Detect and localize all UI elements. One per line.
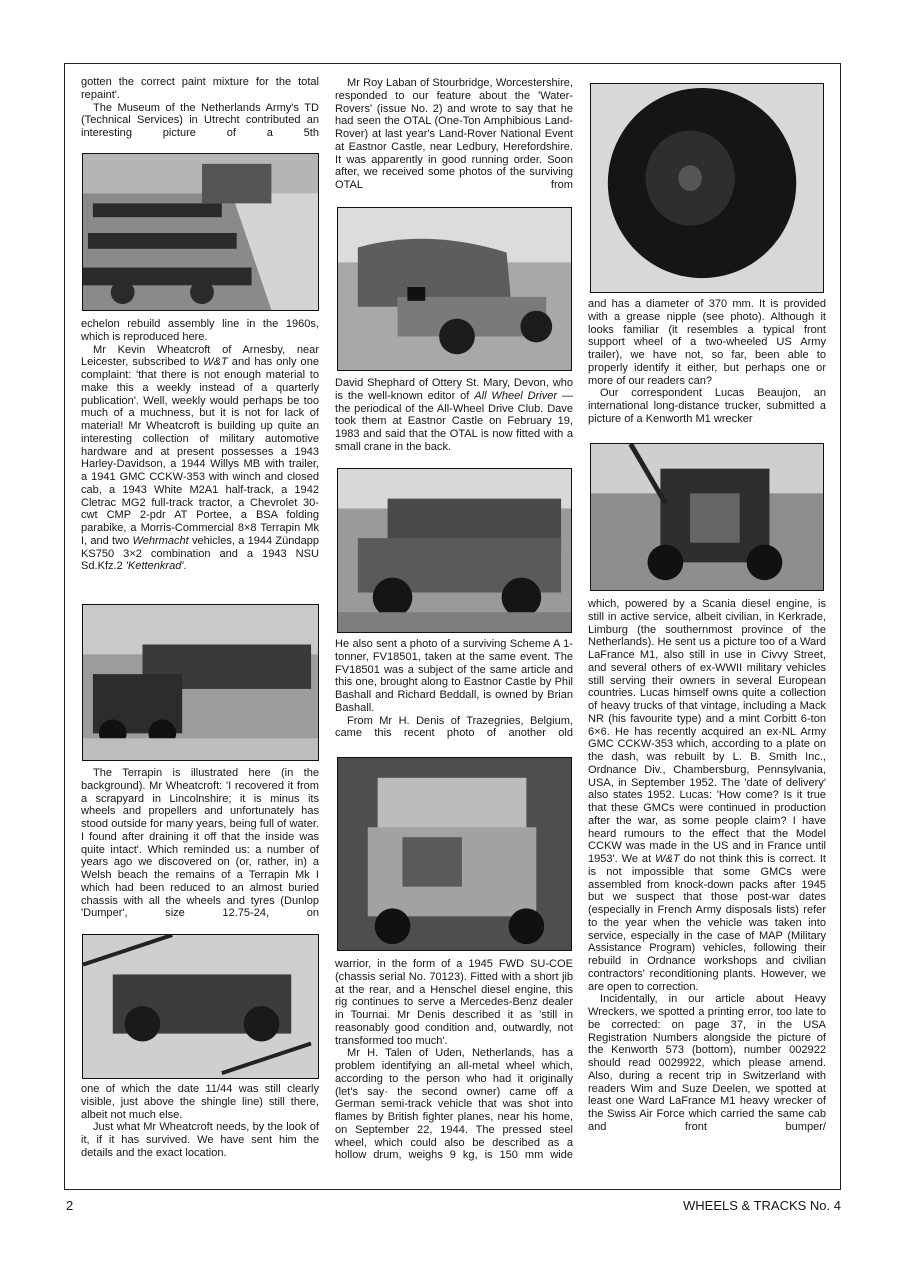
photo-fwd-su-coe (337, 757, 572, 951)
text-block (335, 958, 573, 1162)
text-run: David Shephard of Ottery St. Mary, Devon, who is the well-known editor of (335, 377, 573, 402)
paragraph (81, 767, 319, 920)
paragraph (335, 958, 573, 1047)
text-run: echelon rebuild assembly line in the 1960s, which is reproduced here. (81, 318, 319, 343)
text-run: do not think this is correct. It is not impossible that some GMCs were assembled from knock-down packs after 1945 but we suspect that those post-war dates (especially in French Army disposals lists) refer to the year when the vehicle was taken into service, especially in the case of MAP (Military Assistance Program) vehicles, following their rebuild in Ordnance workshops and civilian contractors' reconditioning plants. However, we are open to correction. (588, 853, 827, 993)
text-run: — the periodical of the All-Wheel Drive Club. Dave took them at Eastnor Castle on February 19, 1983 and said that the OTAL is now fitted with a small crane in the back. (335, 389, 574, 453)
paragraph (81, 1121, 319, 1159)
paragraph (81, 344, 319, 574)
text-run: which, powered by a Scania diesel engine, is still in active service, albeit civilian, in Kerkrade, Limburg (the southernmost province of the Netherlands). He sent us a picture too of a Ward LaFrance M1, also still in use in Civvy Street, and several others of ex-WWII military vehicles still serving their owners in several European countries. Lucas himself owns quite a collection of heavy trucks of that vintage, including a Mack NR (his favourite type) and a mint Corbitt 6-ton 6×6. He has recently acquired an ex-NL Army GMC CCKW-353 which, according to a plate on the dash, was rebuilt by L. B. Smith Inc., Ordnance Div., Chambersburg, Pennsylvania, USA, in September 1952. The 'date of delivery' also states 1952. Lucas: 'How come? Is it true that these GMCs were continued in production after the war, as some people claim? I have heard rumours to the effect that the Model CCKW was made in the US and in France until 1953'. We at (588, 598, 826, 865)
text-run: warrior, in the form of a 1945 FWD SU-COE (chassis serial No. 70123). Fitted with a short jib at the rear, and a Henschel diesel engine, this rig continues to serve a Mercedes-Benz dealer in Tournai. Mr Denis described it as 'still in reasonably good condition and, outwardly, not transformed too much'. (335, 958, 573, 1047)
photo-terrapin (82, 604, 319, 761)
text-run: He also sent a photo of a surviving Scheme A 1-tonner, FV18501, taken at the same event. The FV18501 was a subject of the same article and this one, brought along to Eastnor Castle by Phil Bashall and Richard Beddall, is owned by Brian Bashall. (335, 638, 573, 714)
paragraph (588, 993, 826, 1133)
italic-text: W&T (655, 853, 680, 865)
photo-assembly-line (82, 153, 319, 311)
paragraph (588, 598, 826, 993)
photo-fv18501 (337, 468, 572, 633)
paragraph (588, 298, 826, 387)
text-block (588, 298, 826, 426)
text-run: Mr Roy Laban of Stourbridge, Worcestershire, responded to our feature about the 'Water-Rovers' (issue No. 2) and wrote to say that he had seen the OTAL (One-Ton Amphibious Land-Rover) at last year's Land-Rover National Event at Eastnor Castle, near Ledbury, Herefordshire. It was apparently in good running order. Soon after, we received some photos of the surviving OTAL from (335, 77, 573, 191)
text-block (81, 767, 319, 920)
italic-text: W&T (203, 356, 228, 369)
page-number: 2 (66, 1198, 74, 1213)
text-run: Mr H. Talen of Uden, Netherlands, has a problem identifying an all-metal wheel which, according to the person who had it originally (let's say· the second owner) came off a German semi-track vehicle that was shot into flames by British fighter planes, near his home, on September 22, 1944. The pressed steel wheel, which could also be described as a hollow drum, weighs 9 kg, is 150 mm wide (335, 1047, 573, 1162)
text-block (588, 598, 826, 1134)
text-run: Just what Mr Wheatcroft needs, by the look of it, if it has survived. We have sent him the details and the exact location. (81, 1121, 319, 1159)
text-run: one of which the date 11/44 was still clearly visible, just above the shingle line) still there, albeit not much else. (81, 1083, 319, 1121)
paragraph (335, 638, 573, 715)
text-run: From Mr H. Denis of Trazegnies, Belgium, came this recent photo of another old (335, 714, 573, 740)
text-block (335, 377, 573, 454)
text-run: Incidentally, in our article about Heavy Wreckers, we spotted a printing error, too late to be corrected: on page 37, in the USA Registration Numbers alongside the picture of the Kenworth 573 (bottom), number 002922 should read 0029922, which please amend. Also, during a recent trip in Switzerland with readers Wim and Suze Deelen, we spotted at least one Ward LaFrance M1 heavy wrecker of the Swiss Air Force which carried the same cab and front bumper/ (588, 993, 826, 1133)
photo-kenworth-m1-wrecker (590, 443, 824, 591)
italic-text: Wehrmacht (132, 534, 189, 547)
text-block (335, 638, 573, 740)
paragraph (335, 77, 573, 192)
text-run: gotten the correct paint mixture for the total repaint'. (81, 76, 319, 101)
text-run: Our correspondent Lucas Beaujon, an international long-distance trucker, submitted a picture of a Kenworth M1 wrecker (588, 387, 826, 425)
paragraph (81, 102, 319, 140)
text-run: The Terrapin is illustrated here (in the background). Mr Wheatcroft: 'I recovered it from a scrapyard in Lincolnshire; it is minus its wheels and propellers and unfortunately has stood outside for many years, being full of water. I found after draining it off that the inside was quite intact'. Which reminded us: a number of years ago we discovered on (or, rather, in) a Welsh beach the remains of a Terrapin Mk I which had been reduced to an almost buried chassis with all the wheels and tyres (Dunlop 'Dumper', size 12.75-24, on (81, 767, 319, 920)
photo-otal (337, 207, 572, 371)
text-run: vehicles, a 1944 Zündapp KS750 3×2 combination and a 1943 NSU Sd.Kfz.2 (81, 534, 319, 573)
text-run: and has only one complaint: 'that there is not enough material to make this a weekly instead of a quarterly publication'. Well, weekly would perhaps be too much of a muchness, but it is not for lack of material! Mr Wheatcroft is building up quite an interesting collection of military automotive hardware and at present possesses a 1943 Harley-Davidson, a 1944 Willys MB with trailer, a 1941 GMC CCKW-353 with winch and closed cab, a 1943 White M2A1 half-track, a 1942 Cletrac MG2 full-track tractor, a Chevrolet 30-cwt CMP 2-pdr AT Portee, a BSA folding parabike, a Morris-Commercial 8×8 Terrapin Mk I, and two (81, 356, 319, 547)
magazine-issue: WHEELS & TRACKS No. 4 (683, 1198, 841, 1213)
italic-text: 'Kettenkrad' (125, 560, 184, 573)
paragraph (335, 377, 573, 454)
text-run: The Museum of the Netherlands Army's TD (Technical Services) in Utrecht contributed an interesting picture of a 5th (81, 101, 319, 139)
italic-text: All Wheel Driver (474, 389, 558, 402)
paragraph (81, 318, 319, 344)
photo-steel-wheel (590, 83, 824, 293)
text-block (335, 77, 573, 192)
photo-beach-chassis (82, 934, 319, 1079)
paragraph (81, 76, 319, 102)
text-run: . (183, 560, 187, 573)
text-block (81, 1083, 319, 1160)
paragraph (335, 1047, 573, 1162)
text-block (81, 76, 319, 140)
paragraph (81, 1083, 319, 1121)
text-run: and has a diameter of 370 mm. It is provided with a grease nipple (see photo). Although it looks familiar (it resembles a typical front support wheel of a two-wheeled US Army trailer), we have not, so far, been able to properly identify it either, but perhaps one or more of our readers can? (588, 298, 826, 387)
text-run: Mr Kevin Wheatcroft of Arnesby, near Leicester, subscribed to (81, 343, 319, 369)
text-block (81, 318, 319, 573)
paragraph (335, 715, 573, 741)
paragraph (588, 387, 826, 425)
